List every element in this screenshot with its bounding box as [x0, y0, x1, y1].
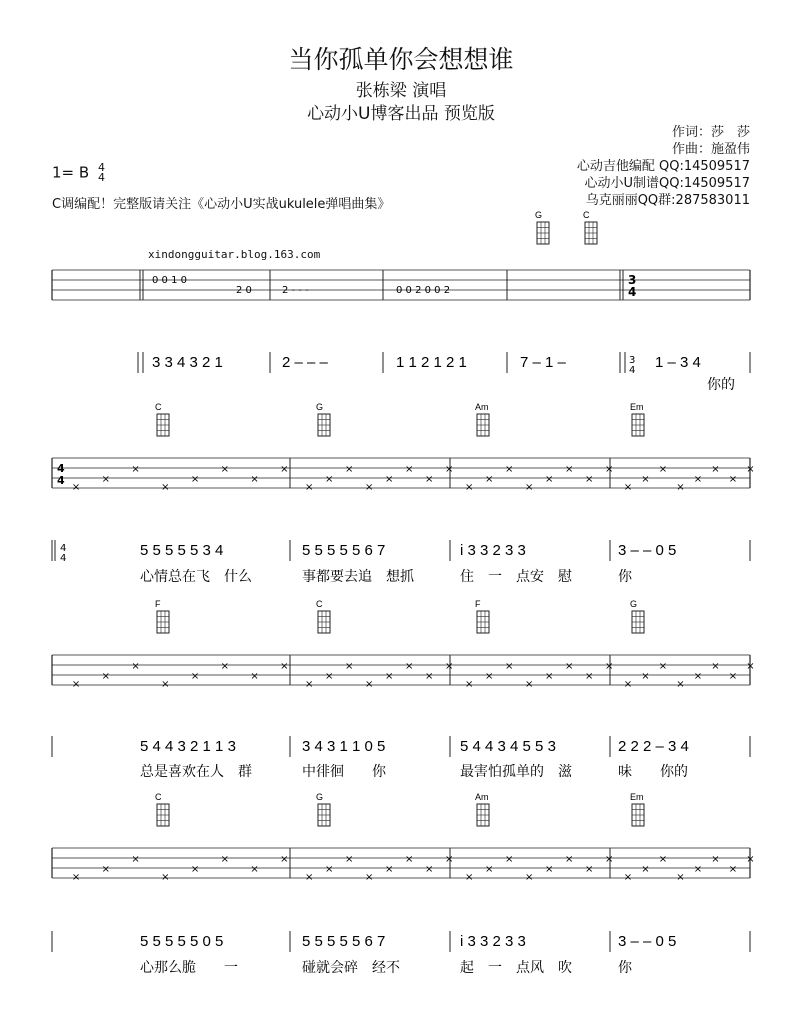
strum-mark: × — [161, 482, 170, 493]
strum-mark: × — [190, 671, 200, 682]
strum-mark: × — [585, 474, 594, 485]
strum-mark: × — [131, 464, 140, 475]
strum-mark: × — [676, 679, 685, 690]
strum-mark: × — [425, 671, 434, 682]
lyric: 起 一 点风 吹 — [460, 960, 572, 976]
strum-mark: × — [305, 482, 314, 493]
chord-name: G — [316, 792, 324, 802]
time-sig-num: 4 — [60, 543, 67, 554]
strum-mark: × — [565, 464, 574, 475]
strum-mark: × — [190, 864, 200, 875]
strum-mark: × — [746, 661, 755, 672]
lyric: 你 — [618, 960, 632, 976]
jianpu-measure: 5 4 4 3 4 5 5 3 — [460, 738, 556, 755]
strum-mark: × — [505, 464, 514, 475]
strum-mark: × — [658, 854, 668, 865]
jianpu-measure: 5 5 5 5 5 3 4 — [140, 542, 224, 559]
time-sig-den: 4 — [60, 553, 67, 564]
lyric: 最害怕孤单的 滋 — [460, 764, 572, 780]
chord-name: G — [316, 402, 324, 412]
strum-mark: × — [565, 661, 574, 672]
tab-fret-numbers: 0 0 1 0 — [152, 275, 187, 286]
strum-mark: × — [425, 474, 434, 485]
chord-name: G — [630, 599, 638, 609]
strum-mark: × — [325, 864, 334, 875]
time-change-num: 3 — [629, 355, 636, 366]
strum-mark: × — [445, 661, 454, 672]
strum-mark: × — [728, 474, 738, 485]
strum-mark: × — [250, 864, 259, 875]
chord-name: Em — [630, 402, 644, 412]
strum-mark: × — [693, 474, 703, 485]
composer: 作曲：施盈伟 — [671, 142, 750, 157]
strum-mark: × — [693, 671, 703, 682]
strum-mark: × — [605, 464, 614, 475]
jianpu-measure: 5 4 4 3 2 1 1 3 — [140, 738, 236, 755]
strum-mark: × — [101, 864, 111, 875]
jianpu-measure: 2 2 2 – 3 4 — [618, 738, 689, 755]
strum-mark: × — [693, 864, 703, 875]
strum-mark: × — [623, 482, 633, 493]
strum-mark: × — [71, 872, 81, 883]
strum-mark: × — [425, 864, 434, 875]
strum-mark: × — [365, 679, 374, 690]
strum-mark: × — [505, 854, 514, 865]
chord-name: C — [155, 402, 162, 412]
strum-mark: × — [101, 474, 111, 485]
time-sig-den: 4 — [57, 474, 65, 487]
strum-mark: × — [676, 482, 685, 493]
strum-mark: × — [161, 872, 170, 883]
lyric: 你的 — [707, 377, 735, 393]
strum-mark: × — [345, 464, 354, 475]
strum-mark: × — [525, 482, 534, 493]
arrangement-note: C调编配！完整版请关注《心动小U实战ukulele弹唱曲集》 — [52, 197, 391, 212]
chord-name: Am — [475, 792, 489, 802]
strum-mark: × — [190, 474, 200, 485]
lyric: 你 — [618, 569, 632, 585]
strum-mark: × — [305, 872, 314, 883]
arranger: 心动吉他编配 QQ:14509517 — [576, 159, 750, 174]
strum-mark: × — [525, 872, 534, 883]
strum-mark: × — [305, 679, 314, 690]
chord-name: C — [155, 792, 162, 802]
strum-mark: × — [746, 464, 755, 475]
lyric: 心那么脆 一 — [140, 960, 238, 976]
strum-mark: × — [220, 661, 230, 672]
chord-name: F — [155, 599, 161, 609]
time-numerator: 4 — [97, 161, 105, 174]
strum-mark: × — [365, 482, 374, 493]
time-change-den: 4 — [628, 285, 637, 299]
jianpu-measure: 5 5 5 5 5 6 7 — [302, 933, 386, 950]
singer-line: 张栋梁 演唱 — [355, 81, 447, 101]
strum-mark: × — [485, 671, 494, 682]
strum-mark: × — [485, 864, 494, 875]
strum-mark: × — [525, 679, 534, 690]
chord-name: F — [475, 599, 481, 609]
strum-mark: × — [641, 474, 650, 485]
chord-name: G — [535, 210, 543, 220]
strum-mark: × — [545, 474, 554, 485]
lyricist: 作词：莎 莎 — [671, 125, 750, 140]
strum-mark: × — [71, 679, 81, 690]
strum-mark: × — [465, 679, 474, 690]
time-denominator: 4 — [97, 171, 105, 184]
strum-mark: × — [405, 661, 414, 672]
strum-mark: × — [585, 864, 594, 875]
strum-mark: × — [711, 854, 720, 865]
strum-mark: × — [220, 854, 230, 865]
strum-mark: × — [565, 854, 574, 865]
strum-mark: × — [280, 854, 289, 865]
strum-mark: × — [623, 872, 633, 883]
strum-mark: × — [345, 661, 354, 672]
jianpu-measure: i 3 3 2 3 3 — [460, 542, 526, 559]
chord-name: Am — [475, 402, 489, 412]
jianpu-measure: 3 – – 0 5 — [618, 933, 677, 950]
strum-mark: × — [641, 671, 650, 682]
strum-mark: × — [623, 679, 633, 690]
strum-mark: × — [280, 661, 289, 672]
strum-mark: × — [676, 872, 685, 883]
jianpu-measure: 1 1 2 1 2 1 — [396, 354, 467, 371]
transcriber: 心动小U制谱QQ:14509517 — [584, 176, 750, 191]
strum-mark: × — [445, 854, 454, 865]
strum-mark: × — [325, 671, 334, 682]
strum-mark: × — [131, 854, 140, 865]
strum-mark: × — [658, 464, 668, 475]
time-sig-num: 4 — [57, 462, 65, 475]
lyric: 心情总在飞 什么 — [140, 569, 252, 585]
strum-mark: × — [220, 464, 230, 475]
blog-url: xindongguitar.blog.163.com — [148, 248, 321, 261]
jianpu-measure: i 3 3 2 3 3 — [460, 933, 526, 950]
key-label: 1= B — [52, 163, 90, 182]
jianpu-measure: 3 3 4 3 2 1 — [152, 354, 223, 371]
strum-mark: × — [585, 671, 594, 682]
strum-mark: × — [746, 854, 755, 865]
strum-mark: × — [385, 671, 394, 682]
strum-mark: × — [250, 474, 259, 485]
tab-fret-numbers: 2 0 — [236, 285, 252, 296]
strum-mark: × — [605, 854, 614, 865]
strum-mark: × — [385, 474, 394, 485]
strum-mark: × — [605, 661, 614, 672]
jianpu-measure: 5 5 5 5 5 6 7 — [302, 542, 386, 559]
strum-mark: × — [101, 671, 111, 682]
strum-mark: × — [728, 671, 738, 682]
strum-mark: × — [485, 474, 494, 485]
strum-mark: × — [405, 464, 414, 475]
strum-mark: × — [465, 482, 474, 493]
chord-name: C — [583, 210, 590, 220]
jianpu-measure: 1 – 3 4 — [655, 354, 701, 371]
lyric: 事都要去追 想抓 — [302, 569, 414, 585]
lyric: 总是喜欢在人 群 — [140, 764, 252, 780]
strum-mark: × — [385, 864, 394, 875]
strum-mark: × — [131, 661, 140, 672]
lyric: 住 一 点安 慰 — [460, 569, 572, 585]
tab-fret-numbers: 0 0 2 0 0 2 — [396, 285, 451, 296]
strum-mark: × — [545, 671, 554, 682]
strum-mark: × — [325, 474, 334, 485]
lyric: 中徘徊 你 — [302, 764, 386, 780]
lyric: 碰就会碎 经不 — [302, 960, 400, 976]
time-change-den: 4 — [629, 365, 636, 376]
strum-mark: × — [505, 661, 514, 672]
strum-mark: × — [250, 671, 259, 682]
chord-name: Em — [630, 792, 644, 802]
strum-mark: × — [365, 872, 374, 883]
publisher-line: 心动小U博客出品 预览版 — [307, 104, 495, 124]
time-change-num: 3 — [628, 273, 637, 287]
jianpu-measure: 7 – 1 – — [520, 354, 566, 371]
lyric: 味 你的 — [618, 764, 688, 780]
strum-mark: × — [545, 864, 554, 875]
strum-mark: × — [71, 482, 81, 493]
strum-mark: × — [658, 661, 668, 672]
jianpu-measure: 3 4 3 1 1 0 5 — [302, 738, 386, 755]
strum-mark: × — [445, 464, 454, 475]
jianpu-measure: 2 – – – — [282, 354, 328, 371]
ukulele-group: 乌克丽丽QQ群:287583011 — [585, 193, 750, 208]
jianpu-measure: 5 5 5 5 5 0 5 — [140, 933, 224, 950]
jianpu-measure: 3 – – 0 5 — [618, 542, 677, 559]
tab-fret-numbers: 2 - - - — [282, 285, 309, 296]
strum-mark: × — [711, 464, 720, 475]
strum-mark: × — [405, 854, 414, 865]
strum-mark: × — [641, 864, 650, 875]
song-title: 当你孤单你会想想谁 — [288, 45, 514, 74]
chord-name: C — [316, 599, 323, 609]
strum-mark: × — [728, 864, 738, 875]
strum-mark: × — [711, 661, 720, 672]
strum-mark: × — [465, 872, 474, 883]
strum-mark: × — [161, 679, 170, 690]
strum-mark: × — [345, 854, 354, 865]
strum-mark: × — [280, 464, 289, 475]
